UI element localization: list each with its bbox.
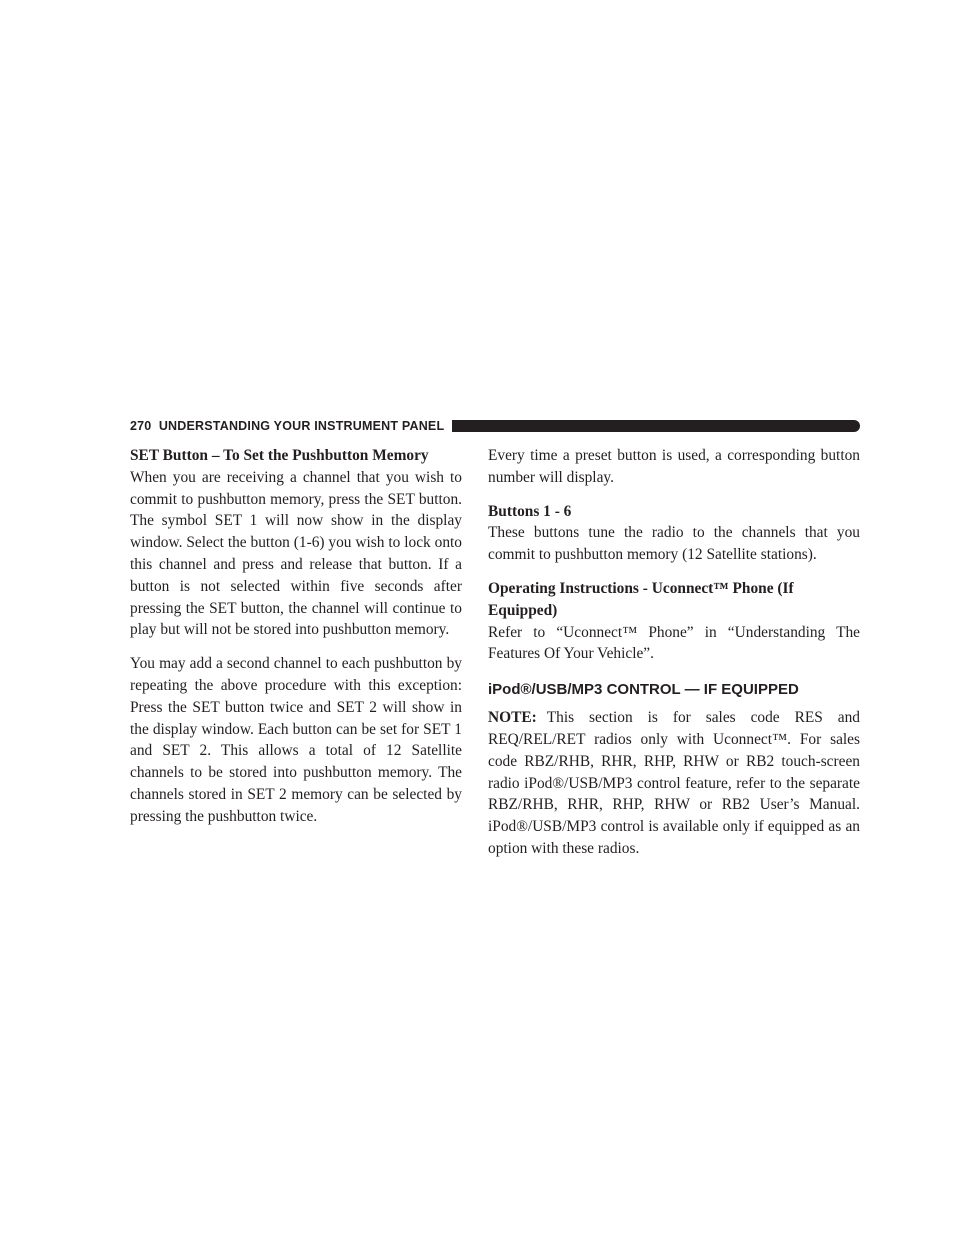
ipod-section-title: iPod®/USB/MP3 CONTROL — IF EQUIPPED	[488, 681, 799, 699]
set-button-heading: SET Button – To Set the Pushbutton Memory	[130, 447, 429, 464]
note-label: NOTE:	[488, 709, 537, 727]
buttons-heading: Buttons 1 - 6	[488, 502, 572, 520]
operating-instructions-heading: Operating Instructions - Uconnect™ Phone (If Equipped)	[488, 579, 794, 619]
operating-instructions-paragraph: Refer to “Uconnect™ Phone” in “Understanding The Features Of Your Vehicle”.	[488, 623, 860, 663]
page-header-text	[130, 419, 444, 433]
page-header	[130, 419, 860, 433]
header-rule-bar	[452, 420, 860, 432]
left-column	[130, 445, 462, 828]
preset-paragraph: Every time a preset button is used, a corresponding button number will display.	[488, 447, 860, 486]
buttons-paragraph: These buttons tune the radio to the channels that you commit to pushbutton memory (12 Satellite stations).	[488, 524, 860, 564]
page-number: 270	[130, 419, 152, 433]
chapter-title: UNDERSTANDING YOUR INSTRUMENT PANEL	[158, 419, 445, 433]
note-text: This section is for sales code RES and REQ/REL/RET radios only with Uconnect™. For sales code RBZ/RHB, RHR, RHP, RHW or RB2 touch-screen radio iPod®/USB/MP3 control feature, refer to the separate RBZ/RHB, RHR, RHP, RHW or RB2 User’s Manual. iPod®/USB/MP3 control is available only if equipped as an option with these radios.	[488, 709, 860, 857]
set-button-paragraph: When you are receiving a channel that you wish to commit to pushbutton memory, press the SET button. The symbol SET 1 will now show in the display window. Select the button (1-6) you wish to lock onto this channel and press and release that button. If a button is not selected within five seconds after pressing the SET button, the channel will continue to play but will not be stored into pushbutton memory.	[130, 468, 462, 639]
second-channel-paragraph: You may add a second channel to each pushbutton by repeating the above procedure with this exception: Press the SET button twice and SET 2 will show in the display window. Each button can be set for SET 1 and SET 2. This allows a total of 12 Satellite channels to be stored into pushbutton memory. The channels stored in SET 2 memory can be selected by pressing the pushbutton twice.	[130, 655, 462, 825]
note-paragraph	[488, 707, 860, 860]
right-column	[488, 445, 860, 860]
